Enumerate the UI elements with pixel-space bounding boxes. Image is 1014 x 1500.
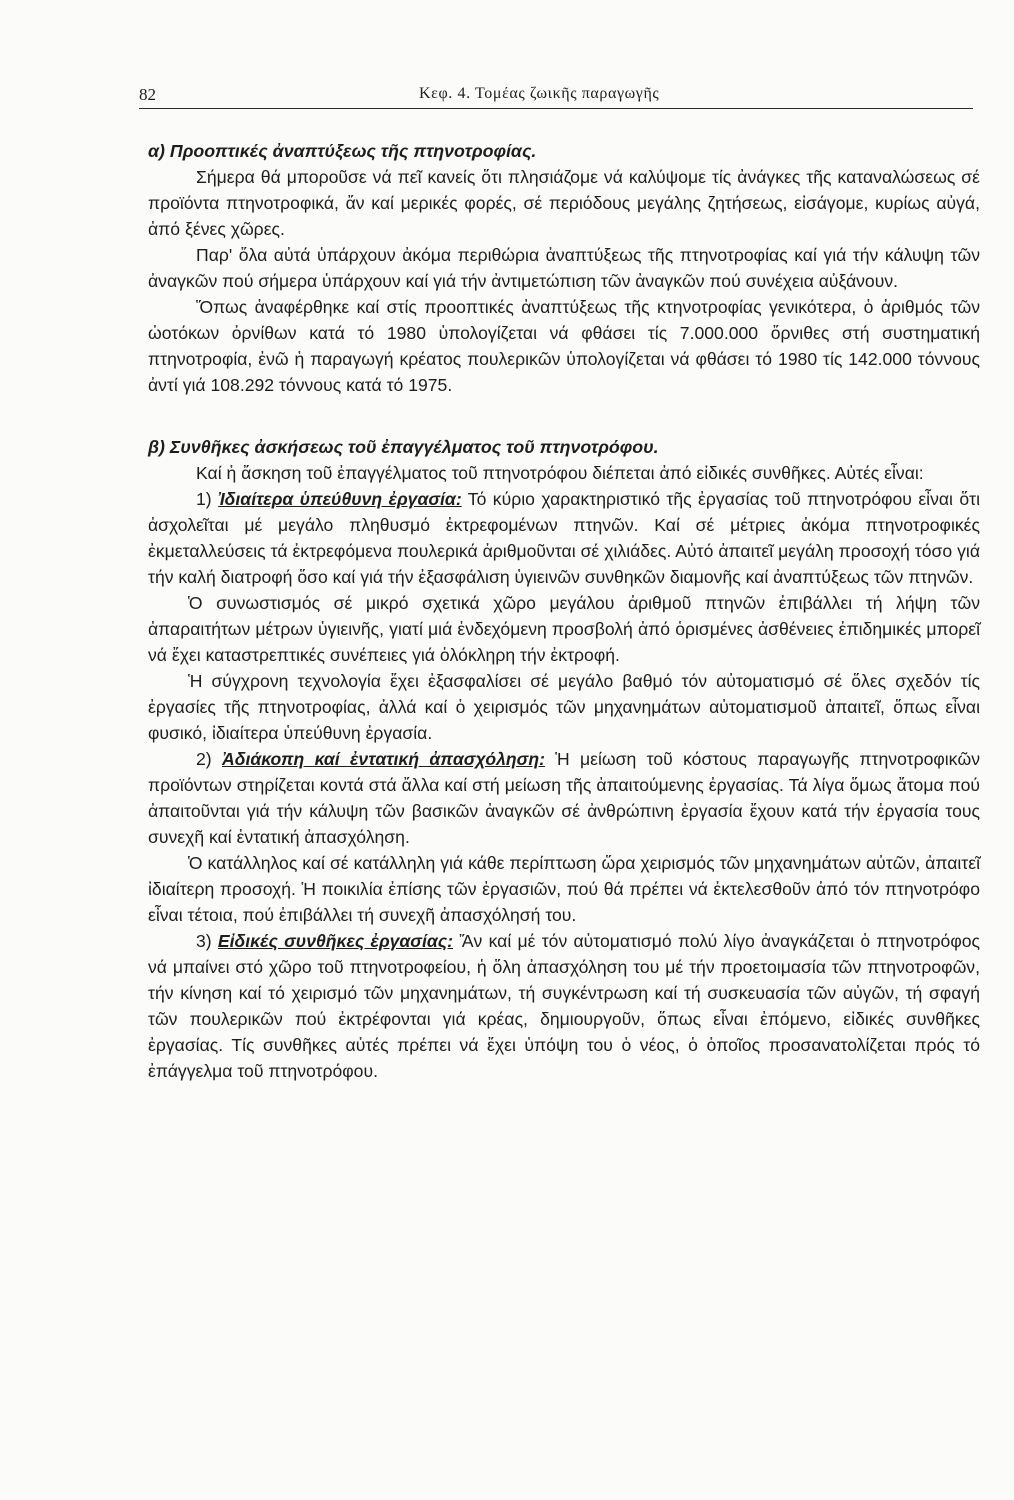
section-b-heading: β) Συνθῆκες ἀσκήσεως τοῦ ἐπαγγέλματος τοῦ πτηνοτρόφου. — [148, 437, 659, 457]
paragraph: Ὁ κατάλληλος καί σέ κατάλληλη γιά κάθε περίπτωση ὥρα χειρισμός τῶν μηχανημάτων αὐτῶν, ἀπαιτεῖ ἰδιαίτερη προσοχή. Ἡ ποικιλία ἐπίσης τῶν ἐργασιῶν, πού θά πρέπει νά ἐκτελεσθοῦν ἀπό τόν πτηνοτρόφο εἶναι τέτοια, πού ἐπιβάλλει τή συνεχῆ ἀπασχόλησή του. — [148, 853, 980, 925]
item-text: Ἡ μείωση τοῦ κόστους παραγωγῆς πτηνοτροφικῶν προϊόντων στηρίζεται κοντά στά ἄλλα καί στή μείωση τῆς ἀπαιτούμενης ἐργασίας. Τά λίγα ὅμως ἄτομα πού ἀπαιτοῦνται γιά τήν κάλυψη τῶν βασικῶν ἀναγκῶν σέ ἀνθρώπινη ἐργασία ἔχουν κατά τήν ἐργασία τους συνεχῆ καί ἐντατική ἀπασχόληση. — [148, 749, 981, 847]
item-label: Ἰδιαίτερα ὑπεύθυνη ἐργασία: — [218, 489, 462, 509]
item-number: 2) — [196, 749, 212, 769]
paragraph: Ἡ σύγχρονη τεχνολογία ἔχει ἐξασφαλίσει σέ μεγάλο βαθμό τόν αὐτοματισμό σέ ὅλες σχεδόν τίς ἐργασίες τῆς πτηνοτροφίας, ἀλλά καί ὁ χειρισμός τῶν μηχανημάτων αὐτοματισμοῦ ἀπαιτεῖ, ὅπως εἶναι φυσικό, ἰδιαίτερα ὑπεύθυνη ἐργασία. — [148, 671, 980, 743]
paragraph: Σήμερα θά μποροῦσε νά πεῖ κανείς ὅτι πλησιάζομε νά καλύψομε τίς ἀνάγκες τῆς καταναλώσεως σέ προϊόντα πτηνοτροφικά, ἄν καί μερικές φορές, σέ περιόδους μεγάλης ζητήσεως, εἰσάγομε, κυρίως αὐγά, ἀπό ξένες χῶρες. — [148, 167, 980, 239]
section-a-heading: α) Προοπτικές ἀναπτύξεως τῆς πτηνοτροφίας. — [148, 141, 537, 161]
item-number: 3) — [196, 931, 212, 951]
item-number: 1) — [196, 489, 212, 509]
section-gap — [148, 398, 980, 434]
item-text: Ἄν καί μέ τόν αὐτοματισμό πολύ λίγο ἀναγκάζεται ὁ πτηνοτρόφος νά μπαίνει στό χῶρο τοῦ πτηνοτροφείου, ἡ ὅλη ἀπασχόληση του μέ τήν προετοιμασία τῶν πτηνοτροφῶν, τήν κίνηση καί τό χειρισμό τῶν μηχανημάτων, τή συγκέντρωση καί τή συσκευασία τῶν αὐγῶν, τή σφαγή τῶν πουλερικῶν πού ἐκτρέφονται γιά κρέας, δημιουργοῦν, ὅπως εἶναι ἐπόμενο, εἰδικές συνθῆκες ἐργασίας. Τίς συνθῆκες αὐτές πρέπει νά ἔχει ὑπόψη του ὁ νέος, ὁ ὁποῖος προσανατολίζεται πρός τό ἐπάγγελμα τοῦ πτηνοτρόφου. — [148, 931, 981, 1081]
paragraph: Ὅπως ἀναφέρθηκε καί στίς προοπτικές ἀναπτύξεως τῆς κτηνοτροφίας γενικότερα, ὁ ἀριθμός τῶν ὠοτόκων ὀρνίθων κατά τό 1980 ὑπολογίζεται νά φθάσει τίς 7.000.000 ὄρνιθες στή συστηματική πτηνοτροφία, ἐνῶ ἡ παραγωγή κρέατος πουλερικῶν ὑπολογίζεται νά φθάσει τό 1980 τίς 142.000 τόννους ἀντί γιά 108.292 τόννους κατά τό 1975. — [148, 297, 980, 395]
item-label: Ἀδιάκοπη καί ἐντατική ἀπασχόληση: — [222, 749, 545, 769]
paragraph: Καί ἡ ἄσκηση τοῦ ἐπαγγέλματος τοῦ πτηνοτρόφου διέπεται ἀπό εἰδικές συνθῆκες. Αὐτές εἶναι: — [196, 463, 924, 483]
list-item-2 — [148, 746, 980, 850]
body-text — [148, 138, 980, 1084]
list-item-3 — [148, 928, 980, 1084]
item-text: Τό κύριο χαρακτηριστικό τῆς ἐργασίας τοῦ πτηνοτρόφου εἶναι ὅτι ἀσχολεῖται μέ μεγάλο πληθυσμό ἐκτρεφομένων πτηνῶν. Καί σέ μέτριες ἀκόμα πτηνοτροφικές ἐκμεταλλεύσεις τά ἐκτρεφόμενα πουλερικά ἀριθμοῦνται σέ χιλιάδες. Αὐτό ἀπαιτεῖ μεγάλη προσοχή τόσο γιά τήν καλή διατροφή ὅσο καί γιά τήν ἐξασφάλιση ὑγιεινῶν συνθηκῶν διαμονῆς καί ἀναπτύξεως τῶν πτηνῶν. — [148, 489, 981, 587]
paragraph: Παρ' ὅλα αὐτά ὑπάρχουν ἀκόμα περιθώρια ἀναπτύξεως τῆς πτηνοτροφίας καί γιά τήν κάλυψη τῶν ἀναγκῶν πού σήμερα ὑπάρχουν καί γιά τήν ἀντιμετώπιση τῶν ἀναγκῶν πού συνέχεια αὐξάνουν. — [148, 245, 980, 291]
list-item-1 — [148, 486, 980, 590]
item-label: Εἰδικές συνθῆκες ἐργασίας: — [217, 931, 453, 951]
paragraph: Ὁ συνωστισμός σέ μικρό σχετικά χῶρο μεγάλου ἀριθμοῦ πτηνῶν ἐπιβάλλει τή λήψη τῶν ἀπαραιτήτων μέτρων ὑγιεινῆς, γιατί μιά ἐνδεχόμενη προσβολή ἀπό ὁρισμένες ἀσθένειες ἐπιδημικές μπορεῖ νά ἔχει καταστρεπτικές συνέπειες γιά ὁλόκληρη τήν ἐκτροφή. — [148, 593, 980, 665]
running-title: Κεφ. 4. Τομέας ζωικῆς παραγωγῆς — [419, 85, 660, 102]
page-number: 82 — [139, 85, 156, 104]
page-header — [139, 78, 973, 109]
